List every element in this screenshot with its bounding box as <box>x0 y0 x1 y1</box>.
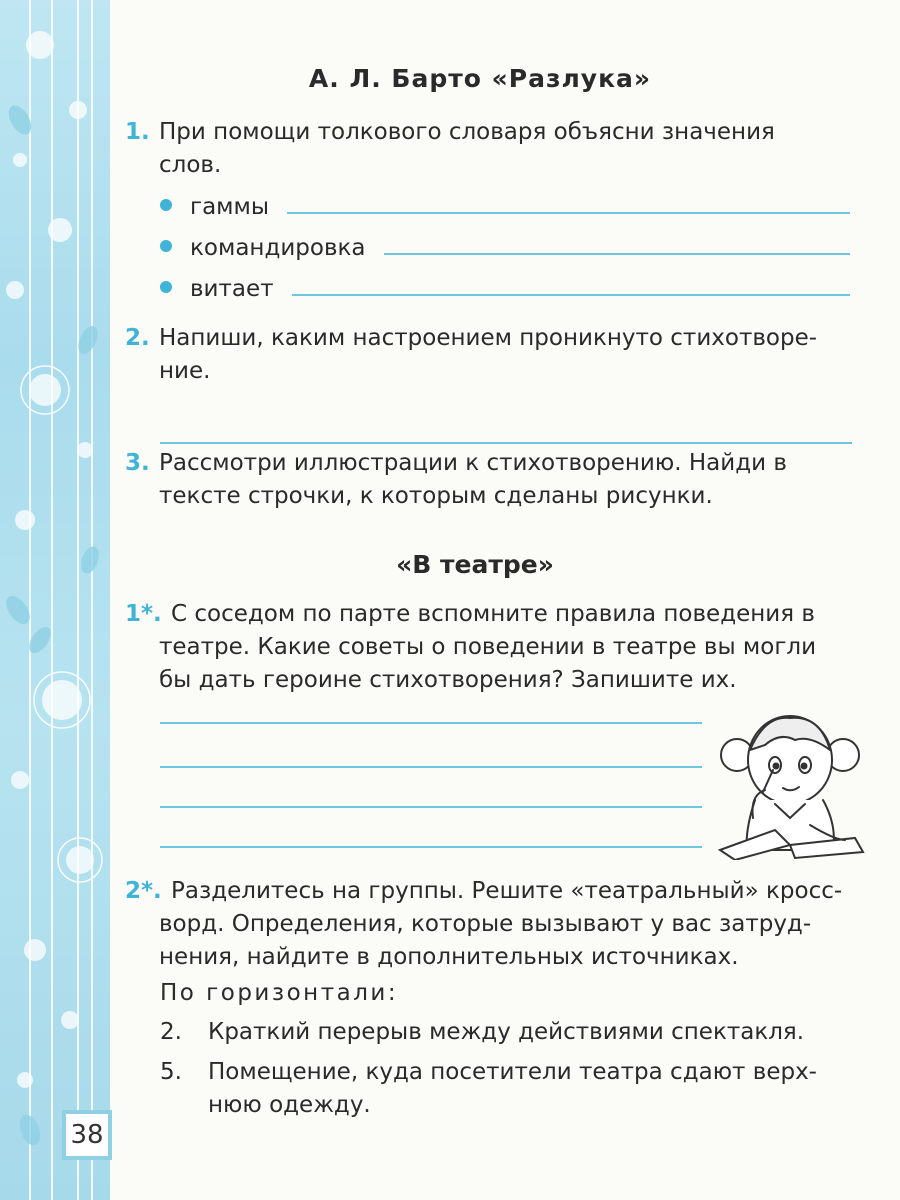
word-label: гаммы <box>190 194 270 220</box>
task-5 <box>125 875 855 974</box>
clue-item <box>160 1016 855 1049</box>
answer-line[interactable] <box>160 846 702 848</box>
clue-text-continuation: нюю одежду. <box>208 1092 371 1118</box>
word-label: витает <box>190 276 274 302</box>
girl-writing-illustration-icon <box>715 700 865 860</box>
word-row-1 <box>160 190 850 220</box>
section-subtitle: «В театре» <box>396 550 554 579</box>
bullet-icon <box>160 240 172 252</box>
clue-text: Краткий перерыв между действиями спектакля. <box>208 1019 805 1045</box>
task-2-number: 2. <box>125 325 150 351</box>
task-4-text-line2: театре. Какие советы о поведении в театре вы могли <box>159 634 817 660</box>
task-1 <box>125 116 855 182</box>
bullet-icon <box>160 281 172 293</box>
clue-text: Помещение, куда посетители театра сдают верх- <box>208 1059 817 1085</box>
word-row-3 <box>160 272 850 302</box>
task-4-number: 1*. <box>125 601 162 627</box>
task-3-text-line2: тексте строчки, к которым сделаны рисунки. <box>159 483 713 509</box>
page-number: 38 <box>62 1110 112 1160</box>
task-2 <box>125 322 855 388</box>
task-3-text-line1: Рассмотри иллюстрации к стихотворению. Найди в <box>159 450 787 476</box>
across-label: По горизонтали: <box>160 980 399 1006</box>
answer-line[interactable] <box>292 294 850 296</box>
task-3 <box>125 447 855 513</box>
task-5-text-line1: Разделитесь на группы. Решите «театральный» кросс- <box>171 878 843 904</box>
answer-line[interactable] <box>384 253 850 255</box>
task-1-number: 1. <box>125 119 150 145</box>
answer-line[interactable] <box>160 722 702 724</box>
task-5-text-line3: нения, найдите в дополнительных источниках. <box>159 944 739 970</box>
task-5-text-line2: ворд. Определения, которые вызывают у вас затруд- <box>159 911 812 937</box>
answer-line[interactable] <box>287 212 850 214</box>
task-5-number: 2*. <box>125 878 162 904</box>
task-1-text-line1: При помощи толкового словаря объясни значения <box>159 119 775 145</box>
clue-number: 2. <box>160 1019 182 1045</box>
page-title: А. Л. Барто «Разлука» <box>308 64 652 93</box>
clue-number: 5. <box>160 1059 182 1085</box>
task-3-number: 3. <box>125 450 150 476</box>
word-label: командировка <box>190 235 366 261</box>
task-4-text-line3: бы дать героине стихотворения? Запишите их. <box>159 667 737 693</box>
clue-item <box>160 1056 855 1122</box>
answer-line[interactable] <box>160 442 852 444</box>
task-1-text-line2: слов. <box>159 152 222 178</box>
task-2-text-line2: ние. <box>159 358 211 384</box>
answer-line[interactable] <box>160 766 702 768</box>
answer-line[interactable] <box>160 806 702 808</box>
word-row-2 <box>160 231 850 261</box>
task-2-text-line1: Напиши, каким настроением проникнуто стихотворе- <box>159 325 818 351</box>
task-4 <box>125 598 855 697</box>
bullet-icon <box>160 199 172 211</box>
task-4-text-line1: С соседом по парте вспомните правила поведения в <box>171 601 815 627</box>
